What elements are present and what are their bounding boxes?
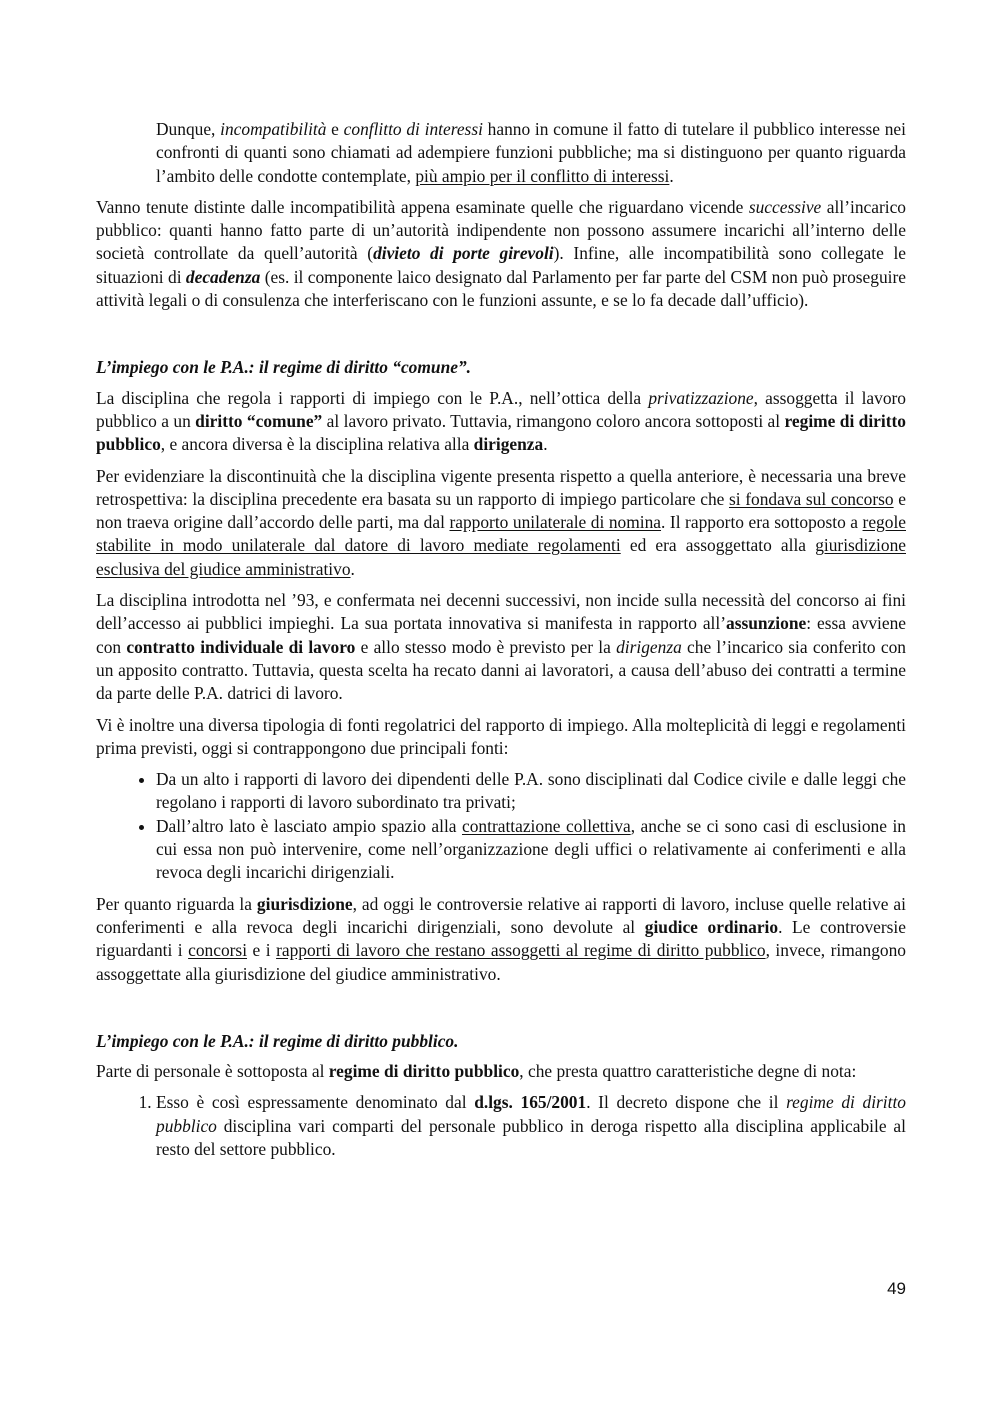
text-run: (es. il componente laico designato dal Parlamento per far parte del CSM non può proseguire attività legali o di consulenza che interferiscano con le funzioni assunte, e se lo fa decade dall’ufficio).	[96, 266, 907, 311]
underlined-phrase: concorsi	[188, 940, 248, 961]
section-heading-public-law: L’impiego con le P.A.: il regime di diritto pubblico.	[96, 1030, 459, 1051]
list-item	[156, 1091, 906, 1161]
bold-italic-term: decadenza	[185, 266, 261, 287]
italic-term: regime di diritto pubblico	[156, 1092, 906, 1136]
text-run: Per evidenziare la discontinuità che la disciplina vigente presenta rispetto a quella anteriore, è necessaria una breve retrospettiva: la disciplina precedente era basata su un rapporto di impiego particolare che	[96, 465, 906, 509]
italic-term: conflitto di interessi	[343, 119, 483, 139]
text-run: Vanno tenute distinte dalle incompatibilità appena esaminate quelle che riguardano vicende	[96, 196, 749, 217]
text-run: La disciplina introdotta nel ’93, e confermata nei decenni successivi, non incide sulla necessità del concorso ai fini dell’accesso ai pubblici impieghi. La sua portata innovativa si manifesta in rapporto all’	[96, 590, 906, 634]
text-run: hanno in comune il fatto di tutelare il pubblico interesse nei confronti di quanti sono chiamati ad adempiere funzioni pubbliche; ma si distinguono per quanto riguarda l’ambito delle condotte contemplate,	[156, 119, 906, 186]
bold-term: d.lgs. 165/2001	[474, 1092, 587, 1113]
bold-term: contratto individuale di lavoro	[126, 636, 356, 657]
underlined-phrase: rapporti di lavoro che restano assoggetti al regime di diritto pubblico	[276, 940, 766, 961]
bold-term: giurisdizione	[256, 893, 353, 914]
text-run: disciplina vari comparti del personale pubblico in deroga rispetto alla disciplina applicabile al resto del settore pubblico.	[156, 1115, 906, 1159]
page-number: 49	[887, 1279, 906, 1298]
bold-term: giudice ordinario	[644, 916, 779, 937]
paragraph-jurisdiction	[96, 893, 906, 986]
text-run: Parte di personale è sottoposta al	[96, 1061, 329, 1082]
document-page	[96, 118, 906, 1169]
text-run: Per quanto riguarda la	[96, 893, 257, 914]
text-run: al lavoro privato. Tuttavia, rimangono coloro ancora sottoposti al	[322, 410, 785, 431]
italic-term: successive	[748, 196, 822, 217]
italic-term: incompatibilità	[220, 119, 327, 139]
section-gap	[96, 994, 906, 1030]
text-run: Dunque,	[156, 119, 221, 139]
text-run: .	[350, 558, 355, 579]
text-run: , ad oggi le controversie relative ai rapporti di lavoro, incluse quelle relative ai conferimenti e alla revoca degli incarichi dirigenziali, sono devolute al	[96, 893, 906, 937]
bold-term: regime di diritto pubblico	[96, 410, 907, 455]
text-run: La disciplina che regola i rapporti di impiego con le P.A., nell’ottica della	[96, 387, 649, 408]
text-run: , anche se ci sono casi di esclusione in cui essa non può intervenire, come nell’organizzazione degli uffici o relativamente ai conferimenti e alla revoca degli incarichi dirigenziali.	[156, 815, 906, 883]
bold-term: regime di diritto pubblico	[328, 1061, 520, 1082]
text-run: . Il rapporto era sottoposto a	[661, 512, 863, 533]
underlined-phrase: giurisdizione esclusiva del giudice amministrativo	[96, 535, 906, 579]
text-run: , assoggetta il lavoro pubblico a un	[96, 387, 906, 431]
bold-term: assunzione	[726, 613, 807, 634]
paragraph-93-reform	[96, 589, 906, 705]
list-item	[156, 815, 906, 885]
paragraph-public-law-intro	[96, 1060, 906, 1083]
text-run: Dall’altro lato è lasciato ampio spazio alla	[156, 815, 462, 836]
text-run: .	[669, 165, 674, 186]
text-run: Esso è così espressamente denominato dal	[156, 1092, 475, 1113]
characteristics-numbered-list	[96, 1091, 906, 1161]
text-run: , che presta quattro caratteristiche degne di nota:	[519, 1061, 857, 1082]
bold-italic-term: divieto di porte girevoli	[373, 243, 554, 264]
text-run: ed era assoggettato alla	[620, 535, 816, 556]
underlined-phrase: regole stabilite in modo unilaterale dal datore di lavoro mediate regolamenti	[96, 512, 906, 556]
text-run: e allo stesso modo è previsto per la	[355, 636, 617, 657]
text-run: e i	[247, 940, 277, 961]
text-run: e non traeva origine dall’accordo delle parti, ma dal	[96, 488, 906, 533]
bold-term: dirigenza	[473, 434, 544, 455]
underlined-phrase: più ampio per il conflitto di interessi	[415, 165, 670, 186]
text-run: all’incarico pubblico: quanti hanno fatto parte di un’autorità indipendente non possono assumere incarichi all’interno delle società controllate da quell’autorità (	[96, 196, 906, 264]
paragraph-sources: Vi è inoltre una diversa tipologia di fonti regolatrici del rapporto di impiego. Alla molteplicità di leggi e regolamenti prima previsti, oggi si contrappongono due principali fonti:	[96, 714, 906, 758]
paragraph-revolving-doors	[96, 196, 906, 312]
text-run: Da un alto i rapporti di lavoro dei dipendenti delle P.A. sono disciplinati dal Codice civile e dalle leggi che regolano i rapporti di lavoro subordinato tra privati;	[156, 769, 906, 813]
list-item	[156, 768, 906, 815]
paragraph-privatization	[96, 387, 906, 457]
text-run: .	[543, 434, 548, 455]
bold-term: diritto “comune”	[195, 410, 323, 431]
underlined-phrase: contrattazione collettiva	[462, 815, 631, 836]
text-run: , invece, rimangono assoggettate alla giurisdizione del giudice amministrativo.	[96, 940, 906, 984]
section-gap	[96, 320, 906, 356]
sources-bullet-list	[96, 768, 906, 884]
italic-term: privatizzazione	[648, 387, 754, 408]
text-run: che l’incarico sia conferito con un apposito contratto. Tuttavia, questa scelta ha recato danni ai lavoratori, a causa dell’abuso dei contratti a termine da parte delle P.A. datrici di lavoro.	[96, 636, 906, 704]
text-run: e	[326, 119, 344, 139]
text-run: ). Infine, alle incompatibilità sono collegate le situazioni di	[96, 243, 906, 287]
underlined-phrase: si fondava sul concorso	[729, 488, 894, 509]
text-run: . Le controversie riguardanti i	[96, 916, 906, 961]
text-run: . Il decreto dispone che il	[586, 1092, 787, 1113]
text-run: , e ancora diversa è la disciplina relativa alla	[160, 434, 474, 455]
underlined-phrase: rapporto unilaterale di nomina	[449, 512, 662, 533]
text-run: : essa avviene con	[96, 613, 906, 657]
italic-term: dirigenza	[616, 636, 682, 657]
paragraph-incompatibility-summary	[156, 118, 906, 188]
section-heading-common-law: L’impiego con le P.A.: il regime di diritto “comune”.	[96, 357, 472, 378]
paragraph-retrospective	[96, 465, 906, 581]
